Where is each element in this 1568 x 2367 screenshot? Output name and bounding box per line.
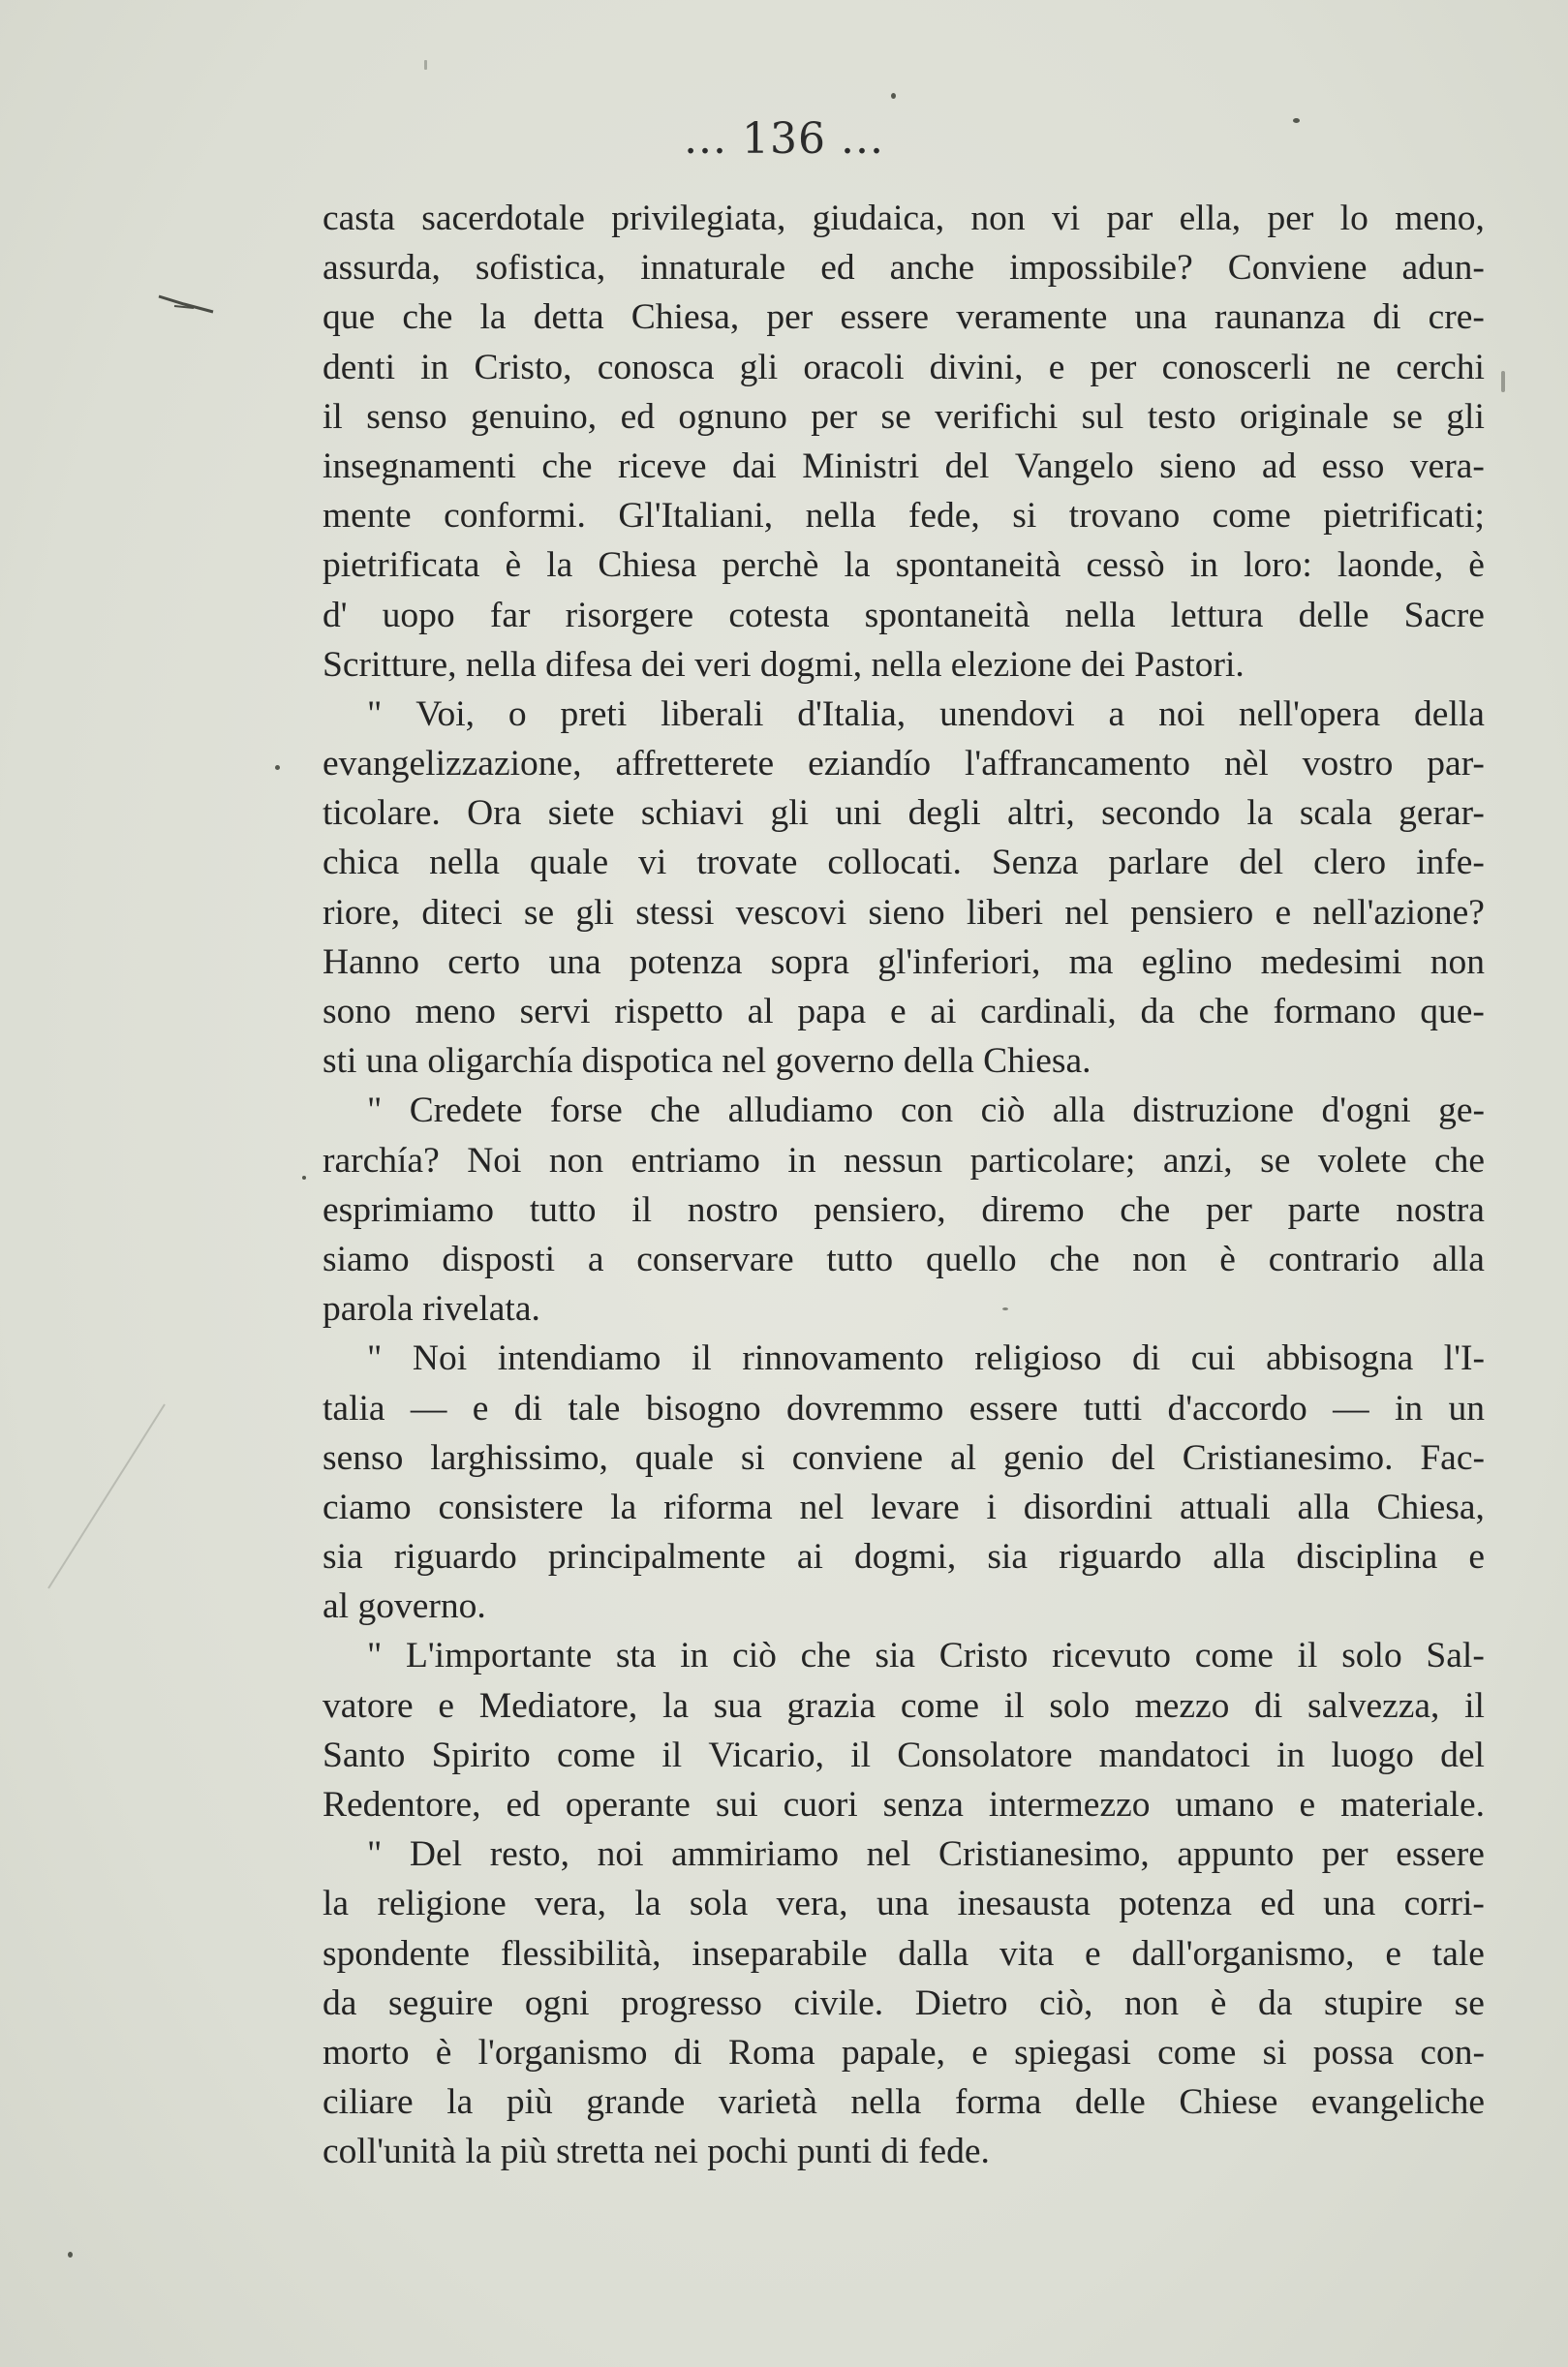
text-line: sia riguardo principalmente ai dogmi, sia riguardo alla disciplina e	[323, 1537, 1485, 1578]
text-line: ciamo consistere la riforma nel levare i disordini attuali alla Chiesa,	[323, 1487, 1485, 1527]
text-line: pietrificata è la Chiesa perchè la spontaneità cessò in loro: laonde, è	[323, 545, 1485, 586]
scan-speck	[275, 765, 280, 770]
text-line: Redentore, ed operante sui cuori senza intermezzo umano e materiale.	[323, 1785, 1485, 1825]
text-line: rarchía? Noi non entriamo in nessun particolare; anzi, se volete che	[323, 1140, 1485, 1181]
scan-speck	[1501, 371, 1505, 392]
text-line: insegnamenti che riceve dai Ministri del Vangelo sieno ad esso vera-	[323, 446, 1485, 486]
text-line: Hanno certo una potenza sopra gl'inferiori, ma eglino medesimi non	[323, 941, 1485, 982]
text-line: parola rivelata.	[323, 1289, 540, 1330]
text-line: esprimiamo tutto il nostro pensiero, diremo che per parte nostra	[323, 1189, 1485, 1230]
fold-line	[39, 1395, 174, 1627]
text-line: casta sacerdotale privilegiata, giudaica, non vi par ella, per lo meno,	[323, 199, 1485, 238]
text-line: morto è l'organismo di Roma papale, e spiegasi come si possa con-	[323, 2032, 1485, 2073]
text-line: que che la detta Chiesa, per essere veramente una raunanza di cre-	[323, 297, 1485, 338]
text-line: " Del resto, noi ammiriamo nel Cristianesimo, appunto per essere	[367, 1834, 1485, 1875]
scan-speck	[891, 93, 896, 99]
text-line: il senso genuino, ed ognuno per se verifichi sul testo originale se gli	[323, 396, 1485, 437]
text-line: vatore e Mediatore, la sua grazia come il solo mezzo di salvezza, il	[323, 1685, 1485, 1726]
text-line: senso larghissimo, quale si conviene al genio del Cristianesimo. Fac-	[323, 1437, 1485, 1478]
text-line: evangelizzazione, affretterete eziandío l'affrancamento nèl vostro par-	[323, 744, 1485, 784]
text-line: mente conformi. Gl'Italiani, nella fede, si trovano come pietrificati;	[323, 496, 1485, 537]
scan-speck	[68, 2252, 73, 2258]
text-line: " Noi intendiamo il rinnovamento religioso di cui abbisogna l'I-	[367, 1338, 1485, 1379]
text-line: " Voi, o preti liberali d'Italia, unendovi a noi nell'opera della	[367, 693, 1485, 734]
text-line: " L'importante sta in ciò che sia Cristo ricevuto come il solo Sal-	[367, 1636, 1485, 1676]
page-number: ... 136 ...	[684, 114, 884, 164]
scan-speck	[1293, 118, 1300, 123]
text-line: talia — e di tale bisogno dovremmo essere tutti d'accordo — in un	[323, 1388, 1485, 1429]
text-line: al governo.	[323, 1586, 486, 1627]
text-line: spondente flessibilità, inseparabile dalla vita e dall'organismo, e tale	[323, 1933, 1485, 1974]
text-line: " Credete forse che alludiamo con ciò alla distruzione d'ogni ge-	[367, 1091, 1485, 1131]
text-line: Santo Spirito come il Vicario, il Consolatore mandatoci in luogo del	[323, 1735, 1485, 1775]
scan-speck	[1002, 1307, 1008, 1310]
text-line: coll'unità la più stretta nei pochi punti di fede.	[323, 2132, 990, 2172]
text-line: assurda, sofistica, innaturale ed anche impossibile? Conviene adun-	[323, 248, 1485, 289]
scan-speck	[302, 1176, 306, 1180]
text-line: chica nella quale vi trovate collocati. Senza parlare del clero infe-	[323, 843, 1485, 883]
text-line: d' uopo far risorgere cotesta spontaneità nella lettura delle Sacre	[323, 595, 1485, 635]
text-line: siamo disposti a conservare tutto quello che non è contrario alla	[323, 1239, 1485, 1279]
body-text	[323, 194, 1485, 2177]
text-line: da seguire ogni progresso civile. Dietro ciò, non è da stupire se	[323, 1983, 1485, 2023]
scan-speck	[424, 60, 427, 70]
text-line: sono meno servi rispetto al papa e ai cardinali, da che formano que-	[323, 992, 1485, 1031]
text-line: denti in Cristo, conosca gli oracoli divini, e per conoscerli ne cerchi	[323, 347, 1485, 387]
text-line: la religione vera, la sola vera, una inesausta potenza ed una corri-	[323, 1884, 1485, 1924]
text-line: sti una oligarchía dispotica nel governo della Chiesa.	[323, 1041, 1091, 1082]
margin-mark	[155, 291, 223, 320]
text-line: ticolare. Ora siete schiavi gli uni degli altri, secondo la scala gerar-	[323, 793, 1485, 834]
text-line: Scritture, nella difesa dei veri dogmi, nella elezione dei Pastori.	[323, 644, 1245, 685]
text-line: ciliare la più grande varietà nella forma delle Chiese evangeliche	[323, 2082, 1485, 2123]
text-line: riore, diteci se gli stessi vescovi sieno liberi nel pensiero e nell'azione?	[323, 892, 1485, 933]
